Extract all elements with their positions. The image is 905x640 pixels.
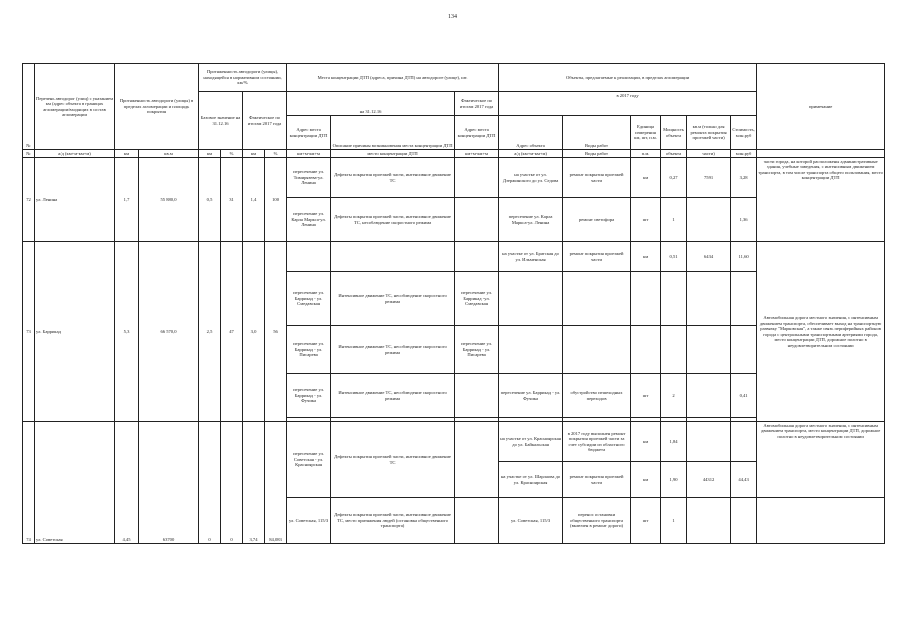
object-address: пересечение ул. Баррикад - ул. Фучика [499, 374, 563, 418]
dtp-address-actual [455, 422, 499, 498]
header-dtp-date: на 31.12.16 [287, 92, 455, 116]
unit-dtp-addr: км+м-км+м [287, 150, 331, 158]
object-capacity: 0,51 [661, 242, 687, 272]
object-capacity: 1,84 [661, 422, 687, 462]
object-works [563, 326, 631, 374]
row-area: 63700 [139, 422, 199, 544]
row-act-pct: 56 [265, 242, 287, 422]
unit-cost: млн.руб [731, 150, 757, 158]
header-dtp-address: Адрес места концентрации ДТП [287, 116, 331, 150]
header-actual: Фактическое по итогам 2017 года [243, 92, 287, 150]
object-unit: км [631, 422, 661, 462]
dtp-address: ул. Советская, 115/3 [287, 498, 331, 544]
object-unit: км [631, 242, 661, 272]
object-capacity [661, 272, 687, 326]
dtp-address-actual [455, 498, 499, 544]
object-capacity: 1 [661, 498, 687, 544]
object-sqm [687, 198, 731, 242]
unit-dtp-addr2: км+м-км+м [455, 150, 499, 158]
dtp-address: пересечение ул. Баррикад - ул. Фучика [287, 374, 331, 418]
table-row [23, 158, 885, 198]
dtp-reason: Дефекты покрытия проезжей части, интенсивное движение ТС [331, 158, 455, 198]
unit-area: кв.м [139, 150, 199, 158]
object-works: ремонт покрытия проезжей части [563, 158, 631, 198]
object-cost: 44,43 [731, 462, 757, 498]
object-cost: 0,41 [731, 374, 757, 418]
object-address: пересечение ул. Карла Маркса-ул. Ленина [499, 198, 563, 242]
object-sqm: 7591 [687, 158, 731, 198]
object-address [499, 272, 563, 326]
dtp-reason: Интенсивное движение ТС, несоблюдение скоростного режима [331, 374, 455, 418]
dtp-address-actual [455, 242, 499, 272]
object-unit: шт [631, 498, 661, 544]
row-note: Автомобильная дорога местного значения, с интенсивным движением транспорта, место концентрации ДТП, дорожное полотно в неудовлетворительном состоянии [757, 422, 885, 498]
row-num: 72 [23, 158, 35, 242]
unit-num: № [23, 150, 35, 158]
row-road: ул. Советская [35, 422, 115, 544]
row-length: 1,7 [115, 158, 139, 242]
unit-unit: п.м. [631, 150, 661, 158]
object-unit: км [631, 158, 661, 198]
dtp-address-actual [455, 198, 499, 242]
row-note: части города, на которой расположены административные здания, учебные заведения, с интенсивным движением транспорта, в том числе транспорта общего пользования, место концентрации ДТП [757, 158, 885, 242]
object-sqm [687, 272, 731, 326]
unit-base-pct: % [221, 150, 243, 158]
object-sqm: 44312 [687, 462, 731, 498]
object-capacity [661, 326, 687, 374]
object-cost: 11,60 [731, 242, 757, 272]
object-sqm [687, 374, 731, 418]
header-objects-group: Объекты, предлагаемые к реализации, в пределах агломерации [499, 64, 757, 92]
row-act-km: 3,74 [243, 422, 265, 544]
row-base-km: 2,5 [199, 242, 221, 422]
dtp-address-actual [455, 374, 499, 418]
row-area: 55 880,0 [139, 158, 199, 242]
row-road: ул. Ленина [35, 158, 115, 242]
object-capacity: 0,27 [661, 158, 687, 198]
object-unit [631, 326, 661, 374]
object-address: на участке от ул. Красноярская до ул. Байкальская [499, 422, 563, 462]
row-act-km: 1,4 [243, 158, 265, 242]
row-act-pct: 84,083 [265, 422, 287, 544]
road-objects-table [22, 63, 885, 544]
object-cost: 3,28 [731, 158, 757, 198]
unit-length: км [115, 150, 139, 158]
dtp-address: пересечение ул. Баррикад - ул. Смедавская [287, 272, 331, 326]
row-act-pct: 100 [265, 158, 287, 242]
object-works [563, 272, 631, 326]
header-dtp-address2: Адрес места концентрации ДТП [455, 116, 499, 150]
object-cost: 1,36 [731, 198, 757, 242]
table-row [23, 422, 885, 462]
object-address: ул. Советская, 115/3 [499, 498, 563, 544]
dtp-reason: Дефекты покрытия проезжей части, интенсивное движение ТС, несоблюдение скоростного режима [331, 198, 455, 242]
dtp-address: пересечение ул. Карла Маркса-ул. Ленина [287, 198, 331, 242]
unit-base-km: км [199, 150, 221, 158]
header-dtp-actual: Фактическое по итогам 2017 года [455, 92, 499, 116]
object-works: ремонт покрытия проезжей части [563, 242, 631, 272]
unit-act-pct: % [265, 150, 287, 158]
object-works: обустройство пешеходных переходов [563, 374, 631, 418]
object-works: ремонт покрытия проезжей части [563, 462, 631, 498]
object-capacity: 2 [661, 374, 687, 418]
dtp-reason: Дефекты покрытия проезжей части, интенсивное движение ТС, место притяжения людей (остановка общественного транспорта) [331, 498, 455, 544]
unit-note [757, 150, 885, 158]
object-unit [631, 272, 661, 326]
header-obj-address: Адрес объекта [499, 116, 563, 150]
object-sqm [687, 498, 731, 544]
header-roads: Перечень автодорог (улиц) с указанием км (адрес объекта в границах агломерации/входящих в состав агломерации [35, 64, 115, 150]
row-note [757, 498, 885, 544]
unit-obj-addr: а/д (км+м-км+м) [499, 150, 563, 158]
dtp-address: пересечение ул. Советская - ул. Красноярская [287, 422, 331, 498]
header-sqm: кв.м (только для ремонта покрытия проезжей части) [687, 116, 731, 150]
object-unit: км [631, 462, 661, 498]
object-capacity: 1,90 [661, 462, 687, 498]
object-unit: шт [631, 374, 661, 418]
object-address: на участке от ул. Шарлаова до ул. Красноярская [499, 462, 563, 498]
header-works: Виды работ [563, 116, 631, 150]
object-works: перенос остановки общественного транспорта (включен в ремонт дороги) [563, 498, 631, 544]
object-sqm [687, 326, 731, 374]
header-unit: Единица измерения км, шт, п.м. [631, 116, 661, 150]
dtp-address-actual [455, 158, 499, 198]
object-capacity: 1 [661, 198, 687, 242]
object-address: на участке от ул. Братская до ул. Ильменская [499, 242, 563, 272]
object-sqm [687, 422, 731, 462]
object-sqm: 6434 [687, 242, 731, 272]
row-num: 74 [23, 422, 35, 544]
object-cost [731, 326, 757, 374]
row-length: 5,3 [115, 242, 139, 422]
dtp-reason: Интенсивное движение ТС, несоблюдение скоростного режима [331, 272, 455, 326]
header-base: Базовое значение на 31.12.16 [199, 92, 243, 150]
object-cost [731, 422, 757, 462]
row-base-km: 0 [199, 422, 221, 544]
row-note: Автомобильная дорога местного значения, с интенсивным движением транспорта, обеспечивает выход на транспортную развязку "Марковская", а также связь периферийных районов города с центральными транспортными артериями города, место концентрации ДТП, дорожное полотно в неудовлетворительном состоянии [757, 242, 885, 422]
row-num: 73 [23, 242, 35, 422]
row-act-km: 3,0 [243, 242, 265, 422]
unit-road: а/д (км+м-км+м) [35, 150, 115, 158]
dtp-address-actual: пересечение ул. Баррикад -ул. Смедавская [455, 272, 499, 326]
unit-dtp-reason: место концентрации ДТП [331, 150, 455, 158]
object-cost [731, 272, 757, 326]
header-cost: Стоимость, млн.руб [731, 116, 757, 150]
header-length: Протяженность автодороги (улицы) в пределах агломерации и площадь покрытия [115, 64, 199, 150]
dtp-address: пересечение ул. Тимирязева-ул. Ленина [287, 158, 331, 198]
row-base-pct: 31 [221, 158, 243, 242]
row-area: 66 570,0 [139, 242, 199, 422]
unit-act-km: км [243, 150, 265, 158]
object-unit: шт [631, 198, 661, 242]
row-road: ул. Баррикад [35, 242, 115, 422]
table-row [23, 242, 885, 272]
dtp-address-actual: пересечение ул. Баррикад - ул. Писарева [455, 326, 499, 374]
object-works: в 2017 году выполнен ремонт покрытия проезжей части за счет субсидии из областного бюджета [563, 422, 631, 462]
units-row [23, 150, 885, 158]
dtp-address: пересечение ул. Баррикад - ул. Писарева [287, 326, 331, 374]
header-dtp-group: Места концентрации ДТП (адреса, причина ДТП) на автодороге (улице), шт. [287, 64, 499, 92]
dtp-reason [331, 242, 455, 272]
page-number: 134 [448, 14, 457, 20]
unit-works: Виды работ [563, 150, 631, 158]
object-address: на участке от ул. Дзержинского до ул. Седова [499, 158, 563, 198]
header-num: № [23, 64, 35, 150]
row-base-km: 0,5 [199, 158, 221, 242]
header-capacity: Мощность объекта [661, 116, 687, 150]
header-normative-group: Протяженность автодороги (улицы), находящейся в нормативном состоянии, км/% [199, 64, 287, 92]
row-length: 4,45 [115, 422, 139, 544]
unit-sqm: части) [687, 150, 731, 158]
row-base-pct: 0 [221, 422, 243, 544]
dtp-address [287, 242, 331, 272]
dtp-reason: Дефекты покрытия проезжей части, интенсивное движение ТС [331, 422, 455, 498]
dtp-reason: Интенсивное движение ТС, несоблюдение скоростного режима [331, 326, 455, 374]
object-cost [731, 498, 757, 544]
object-works: ремонт светофора [563, 198, 631, 242]
row-base-pct: 47 [221, 242, 243, 422]
header-dtp-reasons: Описание причины возникновения места концентрации ДТП [331, 116, 455, 150]
unit-capacity: объекта [661, 150, 687, 158]
header-year: в 2017 году [499, 92, 757, 116]
header-note: примечание [757, 64, 885, 150]
object-address [499, 326, 563, 374]
